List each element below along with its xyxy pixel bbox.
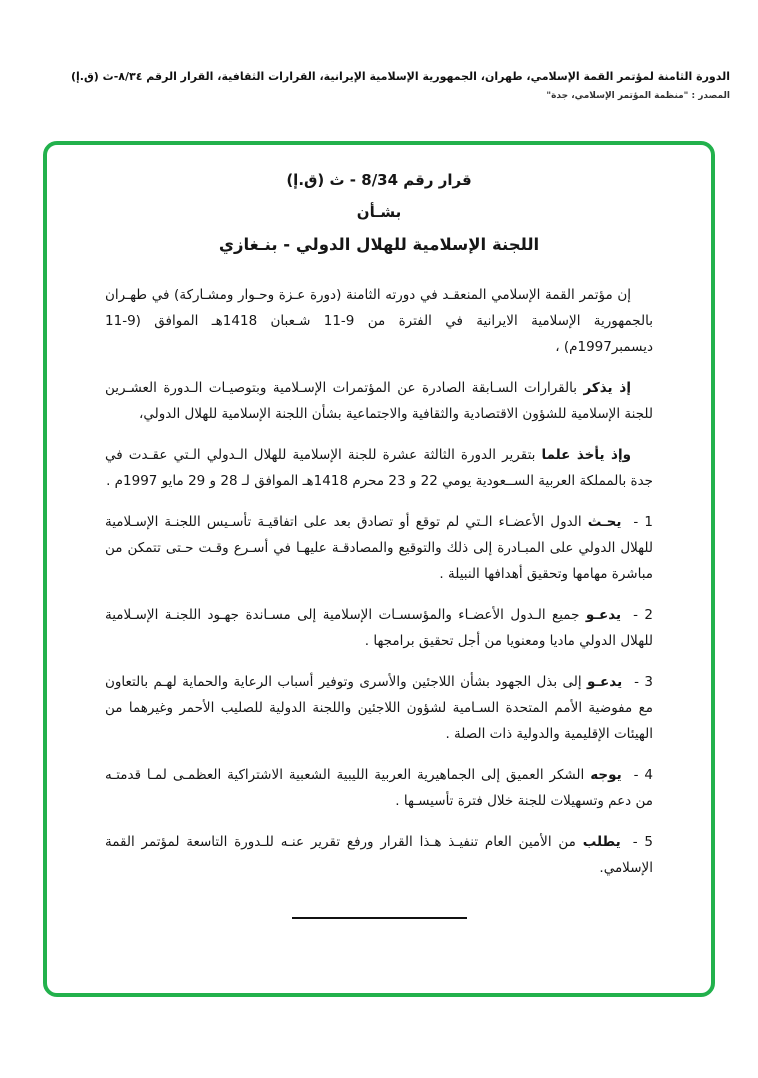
end-divider <box>292 917 467 919</box>
item-number: 2 - <box>633 606 653 623</box>
item-number: 5 - <box>632 833 654 850</box>
paragraph-text: بتقرير الدورة الثالثة عشرة للجنة الإسلامية للهلال الـدولي الـتي عقـدت في جدة بالمملكة العربية الســعودية يومي 22 و 23 محرم 1418هـ الموافق لـ 28 و 29 مايو 1997م . <box>105 446 653 489</box>
item-lead: يطلب <box>582 833 621 850</box>
preamble-paragraph-1 <box>105 282 653 360</box>
paragraph-lead: إذ يذكر <box>583 379 631 396</box>
paragraph-lead: وإذ يأخذ علما <box>541 446 631 463</box>
resolution-subject: اللجنة الإسلامية للهلال الدولي - بنـغازي <box>218 234 540 254</box>
item-text: الدول الأعضـاء الـتي لم توقع أو تصادق بعد على اتفاقيـة تأسـيس اللجنـة الإسـلامية للهلال الدولي على المبـادرة إلى ذلك والتوقيع والمصادقـة عليهـا في أسـرع وقـت حـتى تتمكن من مباشرة مهامها وتحقيق أهدافها النبيلة . <box>105 513 653 582</box>
resolution-body <box>105 282 653 919</box>
preamble-paragraph-3 <box>105 442 653 494</box>
item-lead: يدعـو <box>586 673 623 690</box>
item-lead: يحـث <box>587 513 622 530</box>
document-header: الدورة الثامنة لمؤتمر القمة الإسلامي، طهران، الجمهورية الإسلامية الإيرانية، القرارات الثقافية، القرار الرقم ٨/٣٤-ث (ق.إ) <box>70 70 730 83</box>
item-number: 3 - <box>634 673 653 690</box>
item-number: 4 - <box>633 766 654 783</box>
item-text: إلى بذل الجهود بشأن اللاجئين والأسرى وتوفير أسباب الرعاية والحماية لهـم بالتعاون مع مفوضية الأمم المتحدة السـامية لشؤون اللاجئين واللجنة الدولية للصليب الأحمر وغيرهما من الهيئات الإقليمية والدولية ذات الصلة . <box>105 673 653 742</box>
operative-item-2 <box>105 602 653 654</box>
item-text: جميع الـدول الأعضـاء والمؤسسـات الإسلامية إلى مسـاندة جهـود اللجنـة الإسـلامية للهلال الدولي ماديا ومعنويا من أجل تحقيق برامجها . <box>105 606 653 649</box>
resolution-number: قرار رقم 8/34 - ث (ق.إ) <box>286 170 472 189</box>
item-lead: يوجه <box>590 766 622 783</box>
item-lead: يدعـو <box>585 606 622 623</box>
item-text: من الأمين العام تنفيـذ هـذا القرار ورفع تقرير عنـه للـدورة التاسعة لمؤتمر القمة الإسلامي. <box>105 833 653 876</box>
source-line: المصدر : "منظمة المؤتمر الإسلامي، جدة" <box>546 90 730 101</box>
paragraph-text: بالقرارات السـابقة الصادرة عن المؤتمرات الإسـلامية وبتوصيـات الـدورة العشـرين للجنة الإسلامية للشؤون الاقتصادية والثقافية والاجتماعية بشأن اللجنة الإسلامية للهلال الدولي، <box>105 379 653 422</box>
operative-item-4 <box>105 762 653 814</box>
title-block <box>105 171 653 254</box>
item-text: الشكر العميق إلى الجماهيرية العربية الليبية الشعبية الاشتراكية العظمـى لمـا قدمتـه من دعم وتسهيلات للجنة خلال فترة تأسيسـها . <box>105 766 653 809</box>
operative-item-1 <box>105 509 653 587</box>
operative-item-5 <box>105 829 653 881</box>
item-number: 1 - <box>633 513 653 530</box>
resolution-subtitle: بشـأن <box>356 202 402 221</box>
operative-item-3 <box>105 669 653 747</box>
paragraph-text: إن مؤتمر القمة الإسلامي المنعقـد في دورته الثامنة (دورة عـزة وحـوار ومشـاركة) في طهـران بالجمهورية الإسلامية الايرانية في الفترة من 9-11 شـعبان 1418هـ الموافق (9-11 ديسمبر1997م) ، <box>105 286 653 355</box>
preamble-paragraph-2 <box>105 375 653 427</box>
resolution-frame <box>43 141 715 997</box>
